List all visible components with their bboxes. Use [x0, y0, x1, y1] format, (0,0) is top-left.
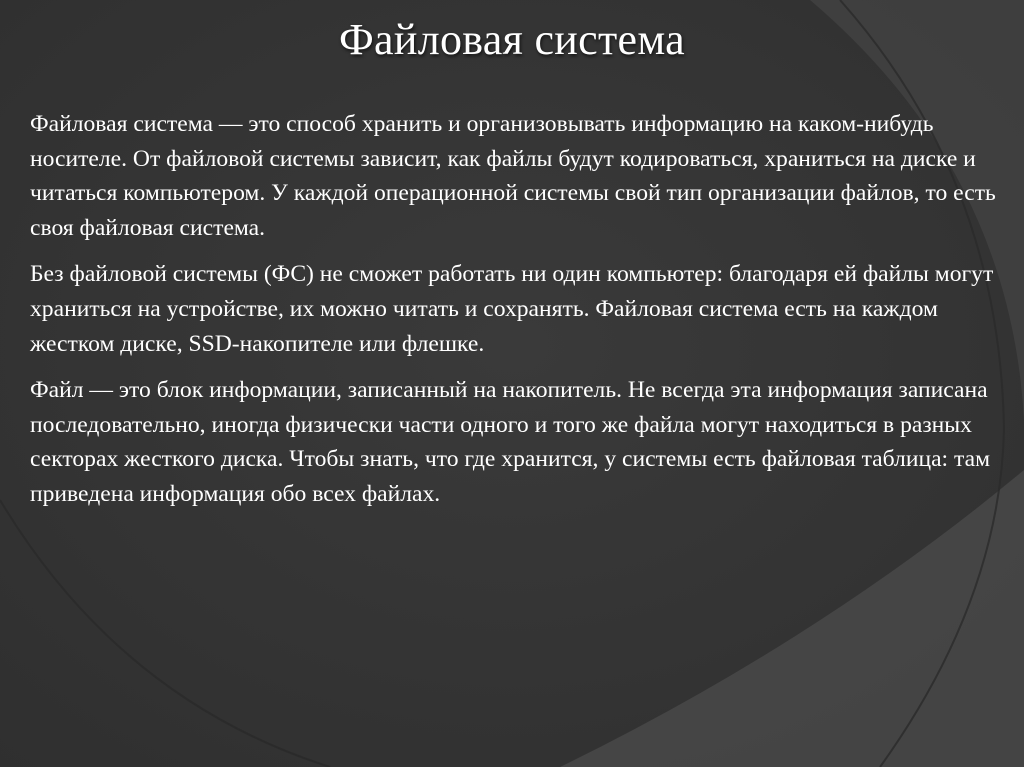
slide-title: Файловая система	[339, 15, 685, 64]
paragraph-importance: Без файловой системы (ФС) не сможет работать ни один компьютер: благодаря ей файлы могут храниться на устройстве, их можно читать и сохранять. Файловая система есть на каждом жестком диске, SSD-накопителе или флешке.	[30, 261, 994, 357]
paragraph-file: Файл — это блок информации, записанный на накопитель. Не всегда эта информация записана последовательно, иногда физически части одного и того же файла могут находиться в разных секторах жесткого диска. Чтобы знать, что где хранится, у системы есть файловая таблица: там приведена информация обо всех файлах.	[30, 377, 991, 507]
slide-body	[30, 107, 1002, 524]
paragraph-definition: Файловая система — это способ хранить и организовывать информацию на каком-нибудь носителе. От файловой системы зависит, как файлы будут кодироваться, храниться на диске и читаться компьютером. У каждой операционной системы свой тип организации файлов, то есть своя файловая система.	[30, 111, 996, 241]
